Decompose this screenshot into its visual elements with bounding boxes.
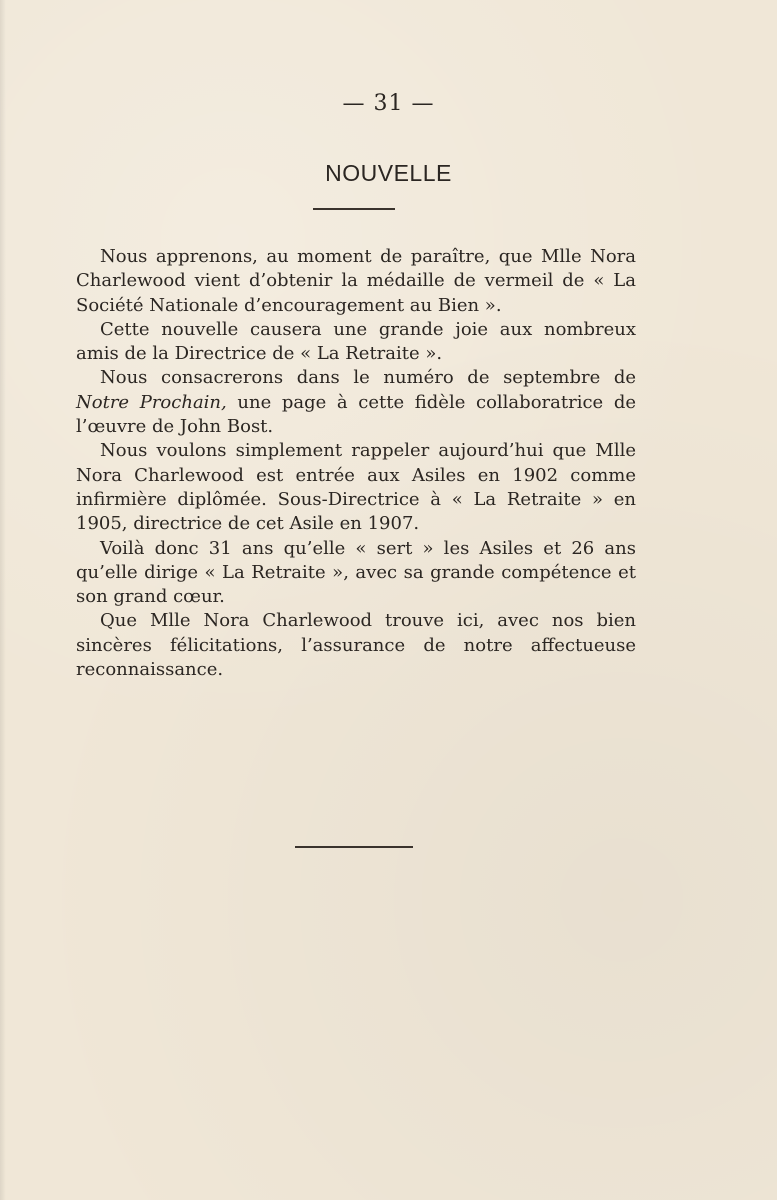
- paragraph-3: [76, 366, 636, 439]
- paragraph-3-text-before: Nous consacrerons dans le numéro de septembre de: [100, 367, 636, 389]
- title-underline-rule: [313, 208, 395, 210]
- paragraph-1: Nous apprenons, au moment de paraître, que Mlle Nora Charlewood vient d’obtenir la médaille de vermeil de « La Société Nationale d’encouragement au Bien ».: [76, 246, 636, 316]
- paragraph-5: Voilà donc 31 ans qu’elle « sert » les Asiles et 26 ans qu’elle dirige « La Retraite », avec sa grande compétence et son grand cœur.: [76, 537, 636, 608]
- article-body: [76, 245, 636, 682]
- publication-title: Notre Prochain,: [76, 391, 227, 413]
- paragraph-4: Nous voulons simplement rappeler aujourd’hui que Mlle Nora Charlewood est entrée aux Asiles en 1902 comme infirmière diplômée. Sous-Directrice à « La Retraite » en 1905, directrice de cet Asile en 1907.: [76, 440, 636, 535]
- paragraph-3-text-after: une page à cette fidèle collaboratrice de l’œuvre de John Bost.: [76, 391, 637, 438]
- section-title: NOUVELLE: [325, 160, 452, 186]
- paragraph-6: Que Mlle Nora Charlewood trouve ici, avec nos bien sincères félicitations, l’assurance de notre affectueuse reconnaissance.: [76, 610, 636, 681]
- page-number: — 31 —: [342, 91, 435, 116]
- closing-rule: [295, 846, 413, 848]
- paragraph-2: Cette nouvelle causera une grande joie aux nombreux amis de la Directrice de « La Retraite ».: [76, 318, 636, 365]
